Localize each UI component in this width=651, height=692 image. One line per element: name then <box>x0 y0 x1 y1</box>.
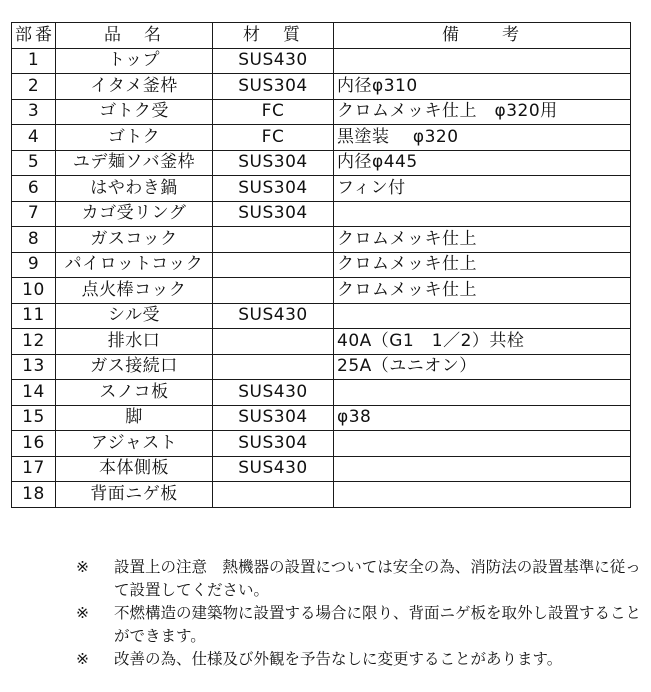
part-number-cell: 4 <box>12 125 56 151</box>
part-number-cell: 10 <box>12 278 56 304</box>
remarks-cell <box>334 201 631 227</box>
material-cell: SUS430 <box>213 380 334 406</box>
table-row <box>12 278 631 304</box>
table-row <box>12 303 631 329</box>
part-name-cell: シル受 <box>56 303 213 329</box>
part-name-cell: 排水口 <box>56 329 213 355</box>
table-row <box>12 329 631 355</box>
material-cell <box>213 329 334 355</box>
notes-section <box>76 556 646 671</box>
part-name-cell: パイロットコック <box>56 252 213 278</box>
header-part-number: 部番 <box>12 23 56 49</box>
header-remarks: 備 考 <box>334 23 631 49</box>
remarks-cell <box>334 303 631 329</box>
table-row <box>12 48 631 74</box>
part-name-cell: アジャスト <box>56 431 213 457</box>
material-cell: SUS304 <box>213 405 334 431</box>
remarks-cell: 内径φ445 <box>334 150 631 176</box>
note-mark-icon: ※ <box>76 650 89 668</box>
material-cell <box>213 354 334 380</box>
material-cell: SUS430 <box>213 48 334 74</box>
part-number-cell: 11 <box>12 303 56 329</box>
part-name-cell: スノコ板 <box>56 380 213 406</box>
remarks-cell: 40A（G1 1／2）共栓 <box>334 329 631 355</box>
part-name-cell: イタメ釜枠 <box>56 74 213 100</box>
remarks-cell: クロムメッキ仕上 <box>334 252 631 278</box>
note-item <box>76 648 646 671</box>
remarks-cell: クロムメッキ仕上 <box>334 227 631 253</box>
table-row <box>12 176 631 202</box>
part-name-cell: 背面ニゲ板 <box>56 482 213 508</box>
material-cell <box>213 482 334 508</box>
part-number-cell: 2 <box>12 74 56 100</box>
table-row <box>12 456 631 482</box>
material-cell <box>213 278 334 304</box>
note-item <box>76 556 646 602</box>
part-number-cell: 6 <box>12 176 56 202</box>
part-name-cell: ガス接続口 <box>56 354 213 380</box>
remarks-cell <box>334 456 631 482</box>
remarks-cell: クロムメッキ仕上 <box>334 278 631 304</box>
material-cell <box>213 227 334 253</box>
part-number-cell: 13 <box>12 354 56 380</box>
table-row <box>12 201 631 227</box>
table-row <box>12 482 631 508</box>
part-name-cell: ゴトク受 <box>56 99 213 125</box>
header-material: 材 質 <box>213 23 334 49</box>
table-row <box>12 354 631 380</box>
note-item <box>76 602 646 648</box>
material-cell: SUS304 <box>213 176 334 202</box>
part-name-cell: 脚 <box>56 405 213 431</box>
remarks-cell: φ38 <box>334 405 631 431</box>
remarks-cell <box>334 482 631 508</box>
table-row <box>12 99 631 125</box>
part-name-cell: 本体側板 <box>56 456 213 482</box>
part-name-cell: ガスコック <box>56 227 213 253</box>
remarks-cell <box>334 431 631 457</box>
table-row <box>12 150 631 176</box>
remarks-cell <box>334 380 631 406</box>
note-text: 設置上の注意 熱機器の設置については安全の為、消防法の設置基準に従って設置してください。 <box>114 558 641 599</box>
part-name-cell: 点火棒コック <box>56 278 213 304</box>
remarks-cell <box>334 48 631 74</box>
material-cell: SUS430 <box>213 303 334 329</box>
part-number-cell: 16 <box>12 431 56 457</box>
part-name-cell: カゴ受リング <box>56 201 213 227</box>
table-row <box>12 227 631 253</box>
part-number-cell: 12 <box>12 329 56 355</box>
part-name-cell: ユデ麺ソバ釜枠 <box>56 150 213 176</box>
part-number-cell: 5 <box>12 150 56 176</box>
material-cell: SUS304 <box>213 431 334 457</box>
part-number-cell: 8 <box>12 227 56 253</box>
header-row <box>12 23 631 49</box>
part-number-cell: 15 <box>12 405 56 431</box>
material-cell: FC <box>213 125 334 151</box>
material-cell: SUS430 <box>213 456 334 482</box>
note-text: 改善の為、仕様及び外観を予告なしに変更することがあります。 <box>114 650 563 668</box>
material-cell: SUS304 <box>213 74 334 100</box>
part-number-cell: 17 <box>12 456 56 482</box>
parts-table-body <box>12 48 631 507</box>
material-cell <box>213 252 334 278</box>
table-row <box>12 405 631 431</box>
part-name-cell: はやわき鍋 <box>56 176 213 202</box>
remarks-cell: 内径φ310 <box>334 74 631 100</box>
part-number-cell: 18 <box>12 482 56 508</box>
remarks-cell: 25A（ユニオン） <box>334 354 631 380</box>
material-cell: FC <box>213 99 334 125</box>
part-name-cell: トップ <box>56 48 213 74</box>
table-row <box>12 431 631 457</box>
remarks-cell: クロムメッキ仕上 φ320用 <box>334 99 631 125</box>
material-cell: SUS304 <box>213 150 334 176</box>
part-number-cell: 7 <box>12 201 56 227</box>
part-number-cell: 14 <box>12 380 56 406</box>
part-number-cell: 1 <box>12 48 56 74</box>
note-text: 不燃構造の建築物に設置する場合に限り、背面ニゲ板を取外し設置することができます。 <box>114 604 642 645</box>
part-number-cell: 3 <box>12 99 56 125</box>
part-name-cell: ゴトク <box>56 125 213 151</box>
part-number-cell: 9 <box>12 252 56 278</box>
table-row <box>12 252 631 278</box>
remarks-cell: 黒塗装 φ320 <box>334 125 631 151</box>
header-part-name: 品 名 <box>56 23 213 49</box>
table-row <box>12 74 631 100</box>
parts-table <box>11 22 631 508</box>
table-row <box>12 125 631 151</box>
note-mark-icon: ※ <box>76 558 89 576</box>
material-cell: SUS304 <box>213 201 334 227</box>
note-mark-icon: ※ <box>76 604 89 622</box>
table-row <box>12 380 631 406</box>
remarks-cell: フィン付 <box>334 176 631 202</box>
parts-table-header <box>12 23 631 49</box>
